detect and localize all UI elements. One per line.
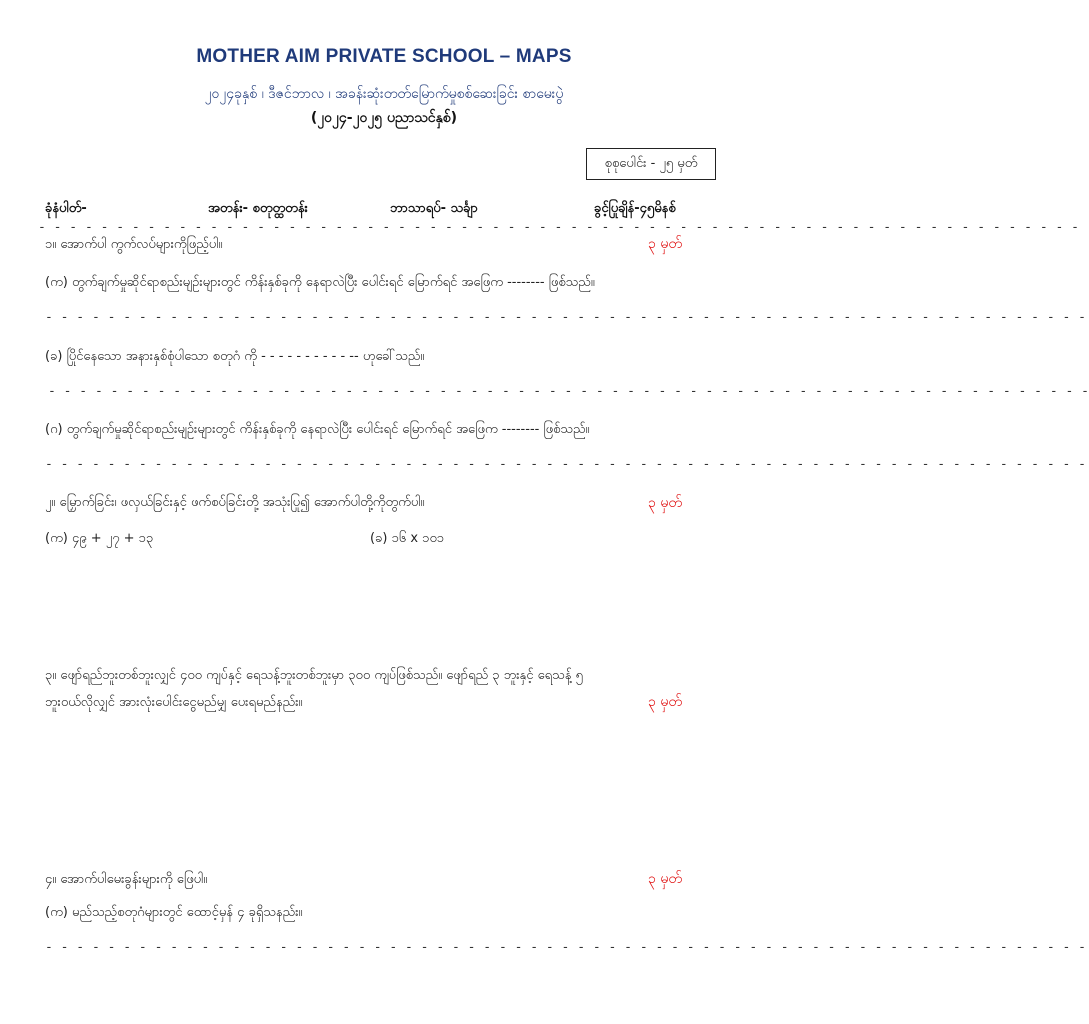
grade-label: အတန်း- စတုတ္ထတန်း <box>208 201 308 216</box>
q2-b: (ခ) ၁၆ x ၁၀၁ <box>370 531 445 546</box>
subject-label: ဘာသာရပ်- သင်္ချာ <box>390 201 478 216</box>
answer-line-q1c: - - - - - - - - - - - - - - - - - - - - - - - - - - - - - - - - - - - - - - - - - - - - - - - - - - - - - - - - - - - - - - - - - - - <box>45 457 1086 472</box>
q2-a: (က) ၄၉ + ၂၇ + ၁၃ <box>45 531 154 546</box>
q1-c: (ဂ) တွက်ချက်မှုဆိုင်ရာစည်းမျဉ်းများတွင် ကိန်းနှစ်ခုကို နေရာလဲပြီး ပေါင်းရင် မြောက်ရင် အဖြေက -------- ဖြစ်သည်။ <box>45 422 590 437</box>
q2-marks: ၃ မှတ် <box>648 495 682 511</box>
q3-marks: ၃ မှတ် <box>648 694 682 710</box>
q3-line1: ၃။ ဖျော်ရည်ဘူးတစ်ဘူးလျှင် ၄၀၀ ကျပ်နှင့် ရေသန့်ဘူးတစ်ဘူးမှာ ၃၀၀ ကျပ်ဖြစ်သည်။ ဖျော်ရည် ၃ ဘူးနှင့် ရေသန့် ၅ <box>45 668 583 683</box>
roll-no-label: ခုံနံပါတ်- <box>45 201 87 216</box>
q1-b: (ခ) ပြိုင်နေသော အနားနှစ်စုံပါသော စတုဂံ ကို - - - - - - - - - - -- ဟုခေါ်သည်။ <box>45 349 425 364</box>
q1-heading: ၁။ အောက်ပါ ကွက်လပ်များကိုဖြည့်ပါ။ <box>45 237 223 252</box>
answer-line-q1b: - - - - - - - - - - - - - - - - - - - - - - - - - - - - - - - - - - - - - - - - - - - - - - - - - - - - - - - - - - - - - - - - - - - <box>48 384 1089 399</box>
total-marks: စုစုပေါင်း - ၂၅ မှတ် <box>604 155 698 171</box>
q2-heading: ၂။ မြှောက်ခြင်း၊ ဖလှယ်ခြင်းနှင့် ဖက်စပ်ခြင်းတို့ အသုံးပြု၍ အောက်ပါတို့ကိုတွက်ပါ။ <box>45 495 425 510</box>
q3-line2: ဘူးဝယ်လိုလျှင် အားလုံးပေါင်းငွေမည်မျှ ပေးရမည်နည်း။ <box>45 695 303 710</box>
exam-title: ၂၀၂၄ခုနှစ် ၊ ဒီဇင်ဘာလ ၊ အခန်းဆုံးတတ်မြောက်မှုစစ်ဆေးခြင်း စာမေးပွဲ <box>204 86 564 102</box>
school-title: MOTHER AIM PRIVATE SCHOOL – MAPS <box>196 46 572 67</box>
total-marks-box <box>586 148 716 180</box>
answer-line-q4a: - - - - - - - - - - - - - - - - - - - - - - - - - - - - - - - - - - - - - - - - - - - - - - - - - - - - - - - - - - - - - - - - - - - <box>45 940 1086 955</box>
time-label: ခွင့်ပြုချိန်-၄၅မိနစ် <box>594 201 676 216</box>
q4-marks: ၃ မှတ် <box>648 871 682 887</box>
q4-a: (က) မည်သည့်စတုဂံများတွင် ထောင့်မှန် ၄ ခုရှိသနည်း။ <box>45 905 303 920</box>
header-divider: - - - - - - - - - - - - - - - - - - - - - - - - - - - - - - - - - - - - - - - - - - - - - - - - - - - - - - - - - - - - - - - - - - - <box>38 220 1079 235</box>
q1-marks: ၃ မှတ် <box>648 236 682 252</box>
academic-year: (၂၀၂၄-၂၀၂၅ ပညာသင်နှစ်) <box>310 110 458 126</box>
answer-line-q1a: - - - - - - - - - - - - - - - - - - - - - - - - - - - - - - - - - - - - - - - - - - - - - - - - - - - - - - - - - - - - - - - - - - - <box>45 310 1086 325</box>
q1-a: (က) တွက်ချက်မှုဆိုင်ရာစည်းမျဉ်းများတွင် ကိန်းနှစ်ခုကို နေရာလဲပြီး ပေါင်းရင် မြောက်ရင် အဖြေက -------- ဖြစ်သည်။ <box>45 275 595 290</box>
q4-heading: ၄။ အောက်ပါမေးခွန်းများကို ဖြေပါ။ <box>45 872 208 887</box>
